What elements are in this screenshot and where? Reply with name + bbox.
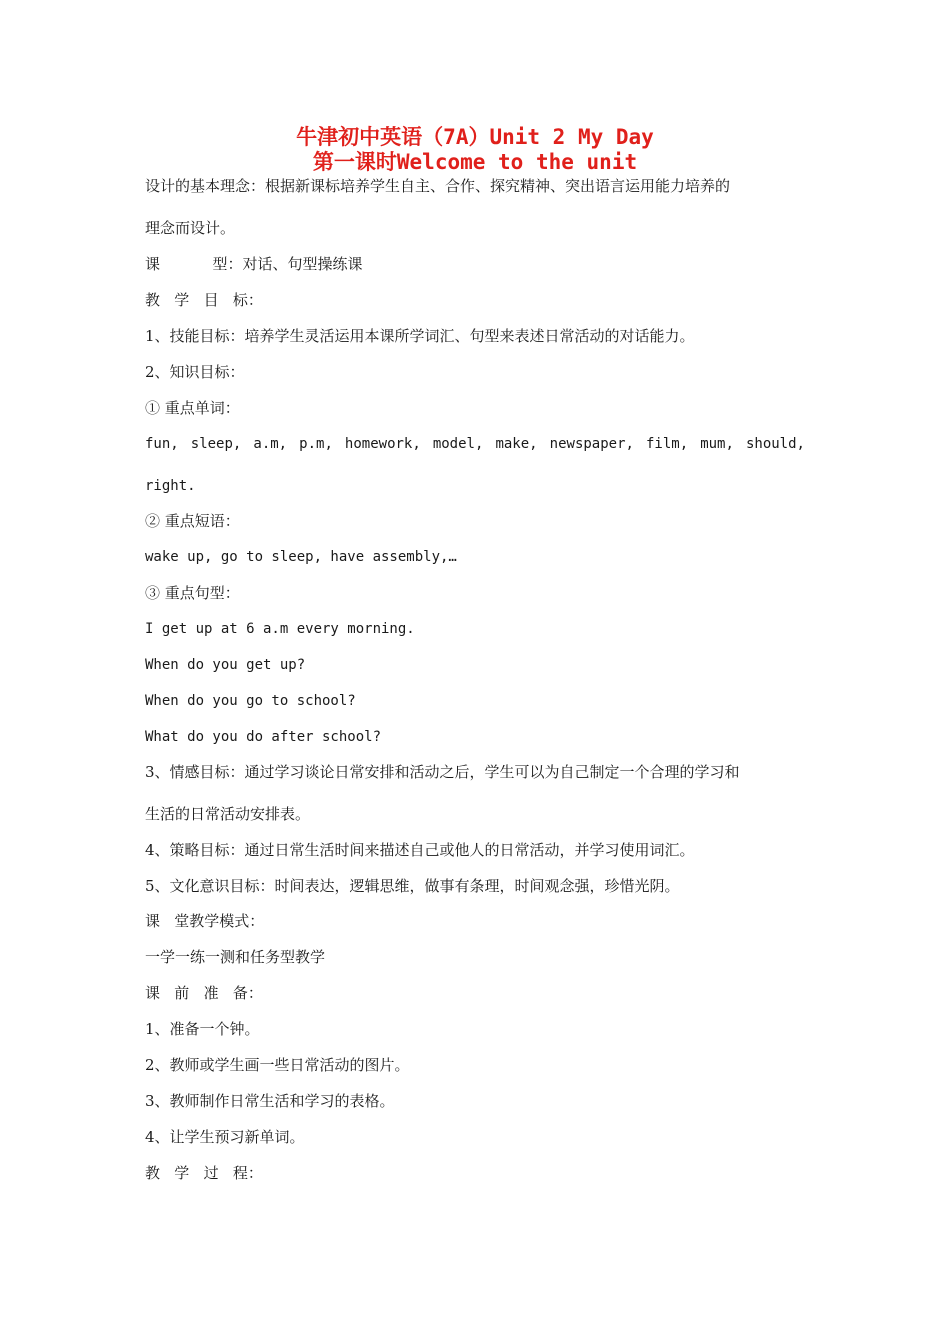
goal-knowledge: 2、知识目标： [145,363,245,381]
key-word: model, [432,436,484,452]
preparation-item-4: 4、让学生预习新单词。 [145,1128,305,1146]
lesson-type: 课 型：对话、句型操练课 [145,255,363,273]
design-concept-line1: 设计的基本理念：根据新课标培养学生自主、合作、探究精神、突出语言运用能力培养的 [145,177,731,195]
document-subtitle: 第一课时Welcome to the unit [312,150,638,174]
teaching-mode: 一学一练一测和任务型教学 [145,948,326,966]
key-word: mum, [700,436,734,452]
goal-emotion-line2: 生活的日常活动安排表。 [145,805,311,823]
key-word: homework, [344,436,421,452]
key-phrases: wake up, go to sleep, have assembly,… [145,549,457,565]
key-sentence-3: When do you go to school? [145,693,356,709]
preparation-heading: 课 前 准 备： [145,984,263,1002]
key-words-list [145,434,805,454]
goal-skill: 1、技能目标：培养学生灵活运用本课所学词汇、句型来表述日常活动的对话能力。 [145,327,695,345]
key-words-end: right. [145,478,196,494]
teaching-process-heading: 教 学 过 程： [145,1164,263,1182]
key-words-heading: ① 重点单词： [145,399,240,417]
key-phrases-heading: ② 重点短语： [145,512,240,530]
teaching-mode-heading: 课 堂教学模式： [145,912,265,930]
document-title: 牛津初中英语（7A）Unit 2 My Day [296,125,654,149]
key-sentence-1: I get up at 6 a.m every morning. [145,621,415,637]
key-word: make, [495,436,538,452]
key-word: film, [646,436,689,452]
design-concept-line2: 理念而设计。 [145,219,236,237]
key-word: sleep, [190,436,242,452]
key-sentence-4: What do you do after school? [145,729,382,745]
key-word: fun, [145,436,179,452]
key-sentences-heading: ③ 重点句型： [145,584,240,602]
goal-culture: 5、文化意识目标：时间表达，逻辑思维，做事有条理，时间观念强，珍惜光阴。 [145,877,680,895]
preparation-item-1: 1、准备一个钟。 [145,1020,260,1038]
preparation-item-2: 2、教师或学生画一些日常活动的图片。 [145,1056,410,1074]
goal-strategy: 4、策略目标：通过日常生活时间来描述自己或他人的日常活动，并学习使用词汇。 [145,841,695,859]
goal-emotion-line1: 3、情感目标：通过学习谈论日常安排和活动之后，学生可以为自己制定一个合理的学习和 [145,763,740,781]
goals-heading: 教 学 目 标： [145,291,263,309]
key-word: a.m, [253,436,288,452]
key-sentence-2: When do you get up? [145,657,306,673]
key-word: newspaper, [549,436,634,452]
key-word: p.m, [299,436,333,452]
preparation-item-3: 3、教师制作日常生活和学习的表格。 [145,1092,395,1110]
key-word: should, [745,436,805,452]
